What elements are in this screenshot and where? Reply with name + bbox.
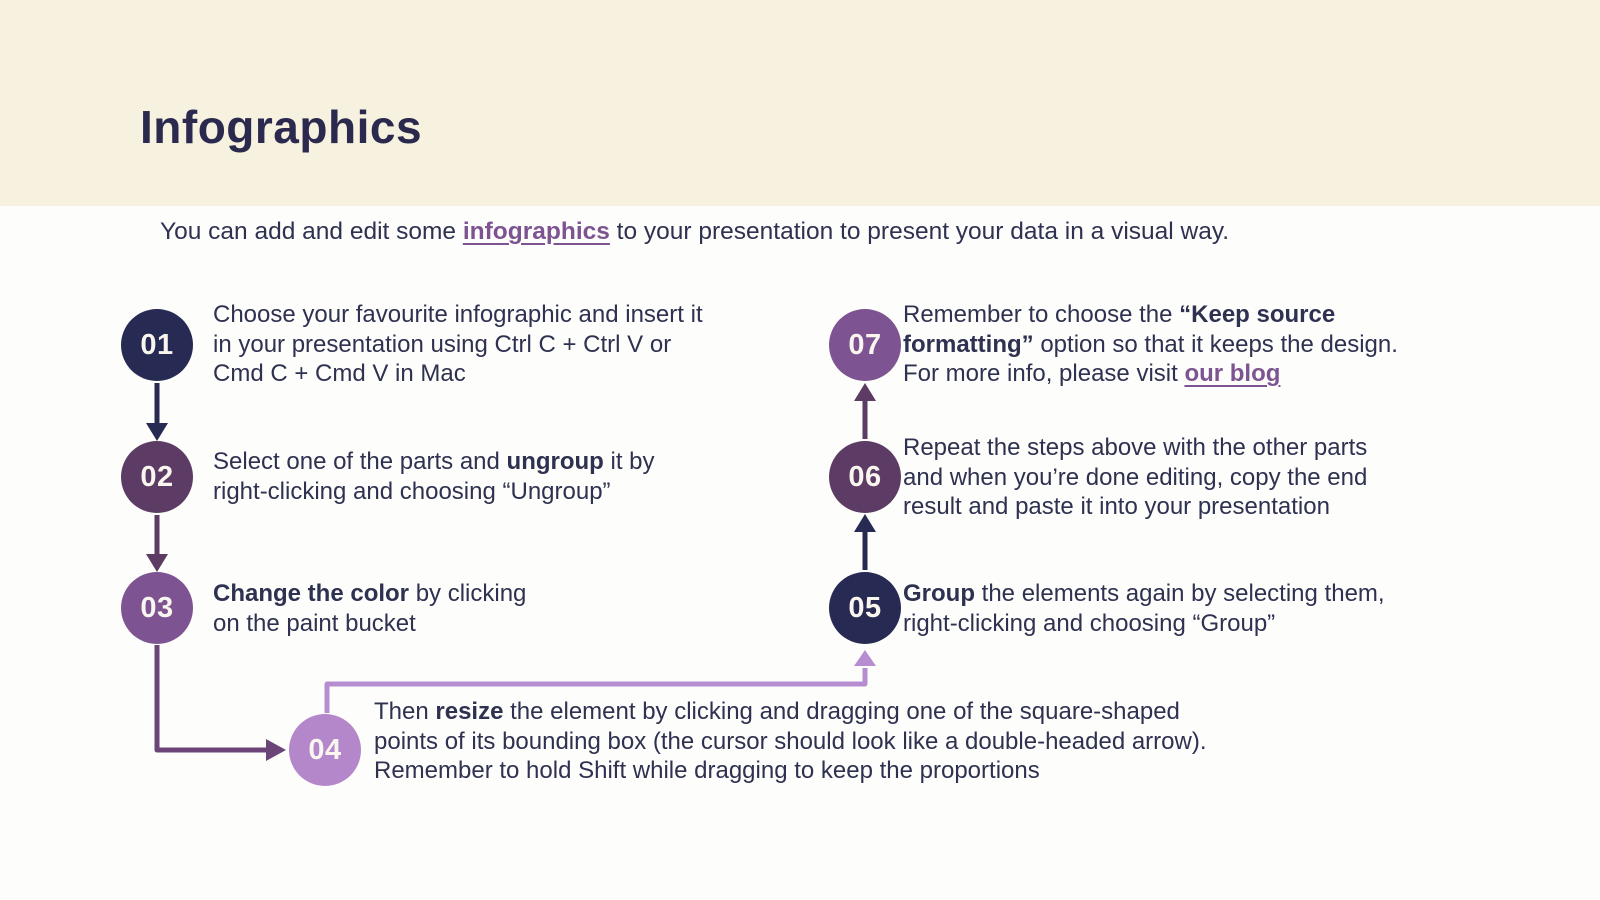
- step-03-text: [213, 579, 526, 638]
- step-06-badge: 06: [829, 441, 901, 513]
- step-01-badge: 01: [121, 309, 193, 381]
- text-segment-bold: resize: [435, 698, 504, 725]
- text-line: [903, 300, 1398, 330]
- text-line: [374, 727, 1207, 757]
- infographics-link[interactable]: infographics: [462, 218, 610, 245]
- text-line: [903, 609, 1385, 639]
- intro-text: [160, 218, 1229, 246]
- text-line: [213, 359, 703, 389]
- text-segment: Cmd C + Cmd V in Mac: [213, 360, 466, 387]
- step-03-badge: 03: [121, 572, 193, 644]
- text-segment-bold: ungroup: [506, 448, 604, 475]
- step-07-badge: 07: [829, 309, 901, 381]
- text-line: [903, 330, 1398, 360]
- text-line: [903, 359, 1398, 389]
- text-line: [213, 300, 703, 330]
- text-line: [903, 579, 1385, 609]
- text-line: [213, 477, 655, 507]
- text-line: [903, 492, 1367, 522]
- text-segment: right-clicking and choosing “Group”: [903, 609, 1276, 637]
- text-segment: Remember to choose the: [903, 301, 1180, 328]
- text-segment: Remember to hold Shift while dragging to keep the proportions: [374, 757, 1040, 784]
- text-segment: in your presentation using Ctrl C + Ctrl V or: [213, 330, 672, 358]
- text-segment: result and paste it into your presentation: [903, 493, 1330, 520]
- arrow-05-06: [854, 514, 876, 570]
- text-segment: Choose your favourite infographic and insert it: [213, 301, 703, 328]
- text-line: [213, 330, 703, 360]
- step-02-text: [213, 447, 655, 506]
- text-segment: the elements again by selecting them,: [975, 580, 1385, 607]
- text-line: [903, 463, 1367, 493]
- text-segment: and when you’re done editing, copy the end: [903, 463, 1368, 491]
- text-segment: points of its bounding box (the cursor should look like a double-headed arrow).: [374, 727, 1207, 755]
- step-01-text: [213, 300, 703, 389]
- intro-after: to your presentation to present your data in a visual way.: [609, 218, 1230, 245]
- step-05-badge: 05: [829, 572, 901, 644]
- step-07-text: [903, 300, 1398, 389]
- text-line: [374, 697, 1207, 727]
- text-segment-bold: “Keep source: [1179, 301, 1336, 328]
- text-line: [213, 579, 526, 609]
- text-segment-bold: formatting”: [903, 330, 1034, 358]
- step-04-badge: 04: [289, 714, 361, 786]
- intro-before: You can add and edit some: [160, 218, 463, 245]
- text-segment: option so that it keeps the design.: [1033, 330, 1398, 358]
- text-segment: it by: [603, 448, 655, 475]
- arrow-03-04: [157, 645, 286, 761]
- step-06-text: [903, 433, 1367, 522]
- step-04-text: [374, 697, 1207, 786]
- text-segment-bold: Change the color: [213, 580, 410, 607]
- text-segment: the element by clicking and dragging one of the square-shaped: [503, 698, 1180, 725]
- arrow-02-03: [146, 515, 168, 572]
- page-title: Infographics: [140, 101, 423, 153]
- text-segment: Then: [374, 698, 436, 725]
- text-segment: by clicking: [409, 580, 527, 607]
- text-segment-bold: Group: [903, 580, 975, 607]
- text-segment: right-clicking and choosing “Ungroup”: [213, 477, 611, 505]
- text-line: [903, 433, 1367, 463]
- our-blog-link[interactable]: our blog: [1184, 360, 1281, 387]
- text-segment: Select one of the parts and: [213, 448, 507, 475]
- text-segment: Repeat the steps above with the other parts: [903, 434, 1368, 461]
- arrow-06-07: [854, 383, 876, 439]
- step-02-badge: 02: [121, 441, 193, 513]
- step-05-text: [903, 579, 1385, 638]
- text-line: [374, 756, 1207, 786]
- arrow-01-02: [146, 383, 168, 441]
- text-segment: on the paint bucket: [213, 609, 416, 637]
- text-segment: For more info, please visit: [903, 360, 1185, 387]
- text-line: [213, 447, 655, 477]
- text-line: [213, 609, 526, 639]
